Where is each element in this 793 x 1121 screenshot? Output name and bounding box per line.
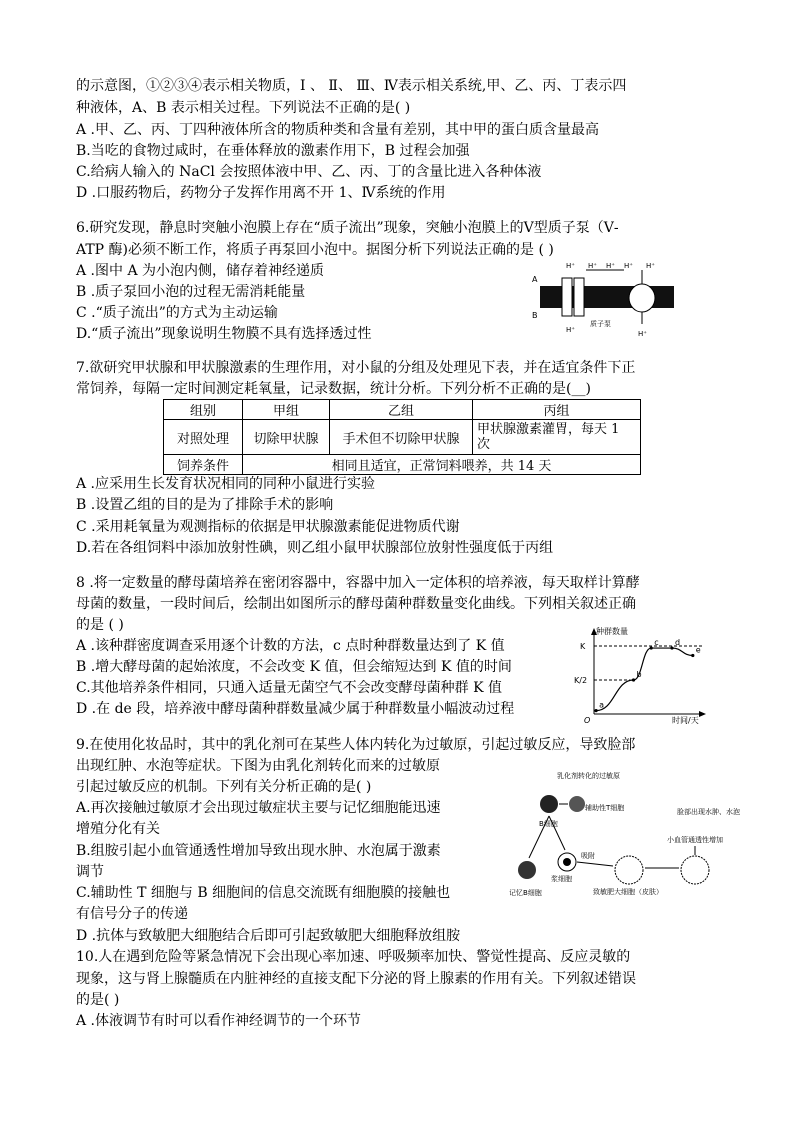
- fig-title: 乳化剂转化的过敏原: [557, 772, 620, 780]
- h-plus: H⁺: [624, 262, 633, 270]
- table-cell: 甲状腺激素灌胃，每天 1 次: [473, 420, 641, 455]
- curve-point-label-c: c: [654, 638, 659, 648]
- label-a: A: [532, 275, 538, 284]
- q8-stem: 的是 ( ): [76, 617, 124, 633]
- q10-option-a: A .体液调节有时可以看作神经调节的一个环节: [76, 1013, 362, 1029]
- population-curve: [596, 648, 693, 711]
- curve-point-label-a: a: [599, 700, 604, 710]
- q8-option-d: D .在 de 段，培养液中酵母菌种群数量减少属于种群数量小幅波动过程: [76, 701, 515, 717]
- th-cell-label: 辅助性T细胞: [585, 804, 625, 812]
- table-cell: 丙组: [473, 400, 641, 420]
- y-tick-k: K: [580, 642, 586, 651]
- allergy-mechanism-figure: [505, 770, 740, 905]
- q7-stem: 7.欲研究甲状腺和甲状腺激素的生理作用，对小鼠的分组及处理见下表，并在适宜条件下正: [76, 360, 636, 376]
- mast-cell-icon: [615, 856, 643, 884]
- adsorb-label: 吸附: [581, 852, 595, 860]
- table-cell: 手术但不切除甲状腺: [330, 420, 473, 455]
- q10-stem: 10.人在遇到危险等紧急情况下会出现心率加速、呼吸频率加快、警觉性提高、反应灵敏的: [76, 949, 631, 965]
- table-cell: 乙组: [330, 400, 473, 420]
- table-cell: 饲养条件: [164, 455, 243, 475]
- table-cell: 切除甲状腺: [243, 420, 330, 455]
- vessel-label: 小血管通透性增加: [667, 836, 723, 844]
- q5-line: 种液体，A、B 表示相关过程。下列说法不正确的是( ): [76, 100, 411, 116]
- q9-option-c: C.辅助性 T 细胞与 B 细胞间的信息交流既有细胞膜的接触也: [76, 885, 451, 901]
- memory-b-label: 记忆B细胞: [509, 889, 542, 897]
- q9-stem: 9.在使用化妆品时，其中的乳化剂可在某些人体内转化为过敏原，引起过敏反应，导致脸部: [76, 737, 636, 753]
- h-plus: H⁺: [566, 262, 575, 270]
- q7-table: [163, 399, 641, 475]
- q7-stem: 常饲养，每隔一定时间测定耗氧量，记录数据，统计分析。下列分析不正确的是(__): [76, 381, 591, 397]
- curve-point-e: [691, 654, 694, 657]
- y-axis-label: 种群数量: [596, 627, 628, 636]
- q8-option-a: A .该种群密度调查采用逐个计数的方法，c 点时种群数量达到了 K 值: [76, 638, 505, 654]
- q5-line: 的示意图，①②③④表示相关物质，Ⅰ 、 Ⅱ、 Ⅲ、Ⅳ表示相关系统,甲、乙、丙、丁表示四: [76, 78, 627, 94]
- b-cell-label: B细胞: [539, 820, 558, 828]
- plasma-nucleus-icon: [563, 858, 571, 866]
- b-cell-icon: [540, 795, 558, 813]
- th-cell-icon: [569, 796, 585, 812]
- table-cell: 甲组: [243, 400, 330, 420]
- q9-option-b: B.组胺引起小血管通透性增加导致出现水肿、水泡属于激素: [76, 843, 441, 859]
- table-cell: 对照处理: [164, 420, 243, 455]
- proton-pump-figure: [528, 258, 678, 340]
- q7-option-a: A .应采用生长发育状况相同的同种小鼠进行实验: [76, 476, 376, 492]
- h-plus: H⁺: [646, 262, 655, 270]
- curve-point-a: [594, 709, 597, 712]
- q8-stem: 母菌的数量，一段时间后，绘制出如图所示的酵母菌种群数量变化曲线。下列相关叙述正确: [76, 596, 636, 612]
- origin-label: O: [584, 716, 591, 725]
- x-axis-label: 时间/天: [672, 716, 699, 725]
- q10-stem: 现象，这与肾上腺髓质在内脏神经的直接支配下分泌的肾上腺素的作用有关。下列叙述错误: [76, 971, 636, 987]
- table-cell: 相同且适宜，正常饲料喂养，共 14 天: [243, 455, 641, 475]
- q6-option-a: A .图中 A 为小泡内侧，储存着神经递质: [76, 263, 325, 279]
- channel-left: [562, 278, 572, 316]
- table-row: [164, 400, 641, 420]
- mast-label: 致敏肥大细胞（皮肤）: [593, 888, 663, 896]
- memory-b-cell-icon: [518, 861, 536, 879]
- q9-option-a: 增殖分化有关: [76, 821, 160, 837]
- curve-point-c: [650, 646, 653, 649]
- h-plus: H⁺: [638, 330, 647, 338]
- q5-option-d: D .口服药物后，药物分子发挥作用离不开 1、Ⅳ系统的作用: [76, 185, 446, 201]
- population-curve-chart: [572, 624, 712, 724]
- table-row: [164, 455, 641, 475]
- q9-option-d: D .抗体与致敏肥大细胞结合后即可引起致敏肥大细胞释放组胺: [76, 928, 461, 944]
- adsorb-arrow: [577, 862, 613, 866]
- q8-option-c: C.其他培养条件相同，只通入适量无菌空气不会改变酵母菌种群 K 值: [76, 680, 503, 696]
- q5-option-a: A .甲、乙、丙、丁四种液体所含的物质种类和含量有差别，其中甲的蛋白质含量最高: [76, 122, 600, 138]
- q8-stem: 8 .将一定数量的酵母菌培养在密闭容器中，容器中加入一定体积的培养液，每天取样计算酵: [76, 575, 640, 591]
- q9-option-c: 有信号分子的传递: [76, 906, 188, 922]
- table-row: [164, 420, 641, 455]
- x-axis-arrow: [699, 711, 706, 717]
- curve-point-label-e: e: [695, 645, 701, 655]
- q7-option-b: B .设置乙组的目的是为了排除手术的影响: [76, 497, 334, 513]
- q9-option-a: A.再次接触过敏原才会出现过敏症状主要与记忆细胞能迅速: [76, 800, 441, 816]
- h-plus: H⁺: [588, 262, 597, 270]
- mast-cell-degranulating-icon: [681, 856, 709, 884]
- q7-option-d: D.若在各组饲料中添加放射性碘，则乙组小鼠甲状腺部位放射性强度低于丙组: [76, 540, 554, 556]
- h-plus: H⁺: [566, 326, 575, 334]
- label-b: B: [532, 311, 538, 320]
- pump-label: 质子泵: [590, 320, 611, 328]
- h-plus: H⁺: [606, 262, 615, 270]
- q5-option-c: C.给病人输入的 NaCl 会按照体液中甲、乙、丙、丁的含量比进入各种体液: [76, 164, 542, 180]
- curve-point-d: [670, 646, 673, 649]
- symptom-label: 脸部出现水肿、水泡: [677, 808, 740, 816]
- curve-point-label-d: d: [675, 638, 681, 648]
- q6-option-c: C .“质子流出”的方式为主动运输: [76, 305, 278, 321]
- y-tick-k2: K/2: [574, 676, 588, 685]
- q10-stem: 的是( ): [76, 992, 120, 1008]
- q6-option-b: B .质子泵回小泡的过程无需消耗能量: [76, 284, 306, 300]
- q9-stem: 引起过敏反应的机制。下列有关分析正确的是( ): [76, 779, 372, 795]
- proton-pump: [629, 284, 655, 312]
- curve-point-b: [632, 678, 635, 681]
- q9-stem: 出现红肿、水泡等症状。下图为由乳化剂转化而来的过敏原: [76, 758, 440, 774]
- q8-option-b: B .增大酵母菌的起始浓度，不会改变 K 值，但会缩短达到 K 值的时间: [76, 659, 512, 675]
- channel-right: [574, 278, 584, 316]
- curve-point-label-b: b: [636, 670, 642, 679]
- q9-option-b: 调节: [76, 864, 104, 880]
- plasma-label: 浆细胞: [551, 875, 572, 883]
- table-cell: 组别: [164, 400, 243, 420]
- q7-option-c: C .采用耗氧量为观测指标的依据是甲状腺激素能促进物质代谢: [76, 519, 460, 535]
- q6-option-d: D.“质子流出”现象说明生物膜不具有选择透过性: [76, 326, 372, 342]
- q6-stem: ATP 酶)必须不断工作，将质子再泵回小泡中。据图分析下列说法正确的是 ( ): [76, 242, 554, 258]
- q5-option-b: B.当吃的食物过咸时，在垂体释放的激素作用下，B 过程会加强: [76, 143, 470, 159]
- q6-stem: 6.研究发现，静息时突触小泡膜上存在“质子流出”现象，突触小泡膜上的Ⅴ型质子泵（Ⅴ-: [76, 220, 619, 236]
